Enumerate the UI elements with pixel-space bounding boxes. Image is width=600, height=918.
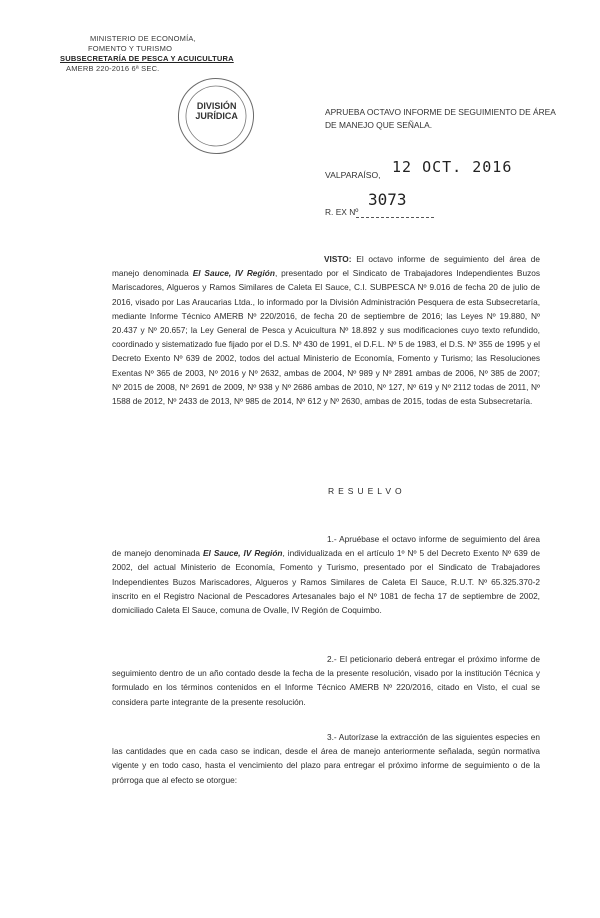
item-2-text: 2.- El peticionario deberá entregar el próximo informe de seguimiento dentro de un año contado desde la fecha de la presente resolución, visado por la institución Técnica y formulado en los términos contenidos en el Informe Técnico AMERB Nº 220/2016, citado en Visto, el cual se considera parte integrante de la presente resolución. (112, 654, 540, 707)
visto-text-1: El octavo informe de seguimiento del área de manejo denominada (112, 254, 540, 279)
resolution-item-3 (112, 730, 540, 787)
resolution-title: APRUEBA OCTAVO INFORME DE SEGUIMIENTO DE ÁREA DE MANEJO QUE SEÑALA. (325, 107, 556, 130)
division-juridica-stamp (173, 73, 259, 159)
rex-underline (356, 217, 434, 218)
visto-label: VISTO: (324, 254, 352, 264)
visto-area-name: El Sauce, IV Región (192, 268, 275, 279)
subsecretaria-line: SUBSECRETARÍA DE PESCA Y ACUICULTURA (60, 54, 234, 63)
letterhead (60, 34, 234, 74)
ministry-line-2: FOMENTO Y TURISMO (88, 44, 173, 53)
visto-text-2: , presentado por el Sindicato de Trabajadores Independientes Buzos Mariscadores, Algueros y Ramos Similares de Caleta El Sauce, C.I. SUBPESCA Nº 9.016 de fecha 20 de julio de 2016, visado por Las Araucarias Ltda., lo informado por la División Administración Pesquera de esta Subsecretaría, mediante Informe Técnico AMERB Nº 220/2016, de fecha 20 de septiembre de 2016; las Leyes Nº 19.880, Nº 20.437 y Nº 20.657; la Ley General de Pesca y Acuicultura Nº 18.892 y sus modificaciones cuyo texto refundido, coordinado y sistematizado fue fijado por el D.S. Nº 430 de 1991, el D.F.L. Nº 5 de 1983, el D.S. Nº 355 de 1995 y el Decreto Exento Nº 639 de 2002, todos del actual Ministerio de Economía, Fomento y Turismo; las Resoluciones Exentas Nº 365 de 2003, Nº 2016 y Nº 2632, ambas de 2004, Nº 989 y Nº 2891 ambas de 2006, Nº 385 de 2007; Nº 2015 de 2008, Nº 2691 de 2009, Nº 938 y Nº 2686 ambas de 2010, Nº 127, Nº 619 y Nº 2112 todas de 2011, Nº 1588 de 2012, Nº 2433 de 2013, Nº 985 de 2014, Nº 612 y Nº 2630, ambas de 2015, todas de esta Subsecretaría. (112, 268, 540, 407)
stamp-text (190, 101, 244, 121)
date-stamp: 12 OCT. 2016 (392, 158, 513, 176)
reference-code: AMERB 220-2016 6ª SEC. (66, 64, 160, 73)
visto-paragraph (112, 252, 540, 408)
item-1-text-b: , individualizada en el artículo 1º Nº 5 del Decreto Exento Nº 639 de 2002, del actual Ministerio de Economía, Fomento y Turismo, presentado por el Sindicato de Trabajadores Independientes Buzos Mariscadores, Algueros y Ramos Similares de Caleta El Sauce, R.U.T. Nº 65.325.370-2 inscrito en el Registro Nacional de Pescadores Artesanales bajo el Nº 1081 de fecha 17 de septiembre de 2002, domiciliado Caleta El Sauce, comuna de Ovalle, IV Región de Coquimbo. (112, 548, 540, 616)
date-label: VALPARAÍSO, (325, 170, 381, 180)
resuelvo-heading: RESUELVO (328, 486, 406, 496)
item-3-text: 3.- Autorízase la extracción de las siguientes especies en las cantidades que en cada caso se indican, desde el área de manejo anteriormente señalada, según normativa vigente y en todo caso, hasta el vencimiento del plazo para entregar el próximo informe de seguimiento o de la prórroga que al efecto se otorgue: (112, 732, 540, 785)
item-1-area-name: El Sauce, IV Región (203, 548, 283, 559)
rex-number: 3073 (368, 190, 407, 209)
ministry-line: MINISTERIO DE ECONOMÍA, (90, 34, 196, 43)
item-1-text-a: 1.- Apruébase el octavo informe de seguimiento del área de manejo denominada (112, 534, 540, 559)
stamp-line-2: JURÍDICA (195, 111, 238, 122)
rex-label: R. EX Nº (325, 207, 359, 217)
stamp-line-1: DIVISIÓN (196, 101, 237, 112)
resolution-item-2 (112, 652, 540, 709)
resolution-item-1 (112, 532, 540, 617)
